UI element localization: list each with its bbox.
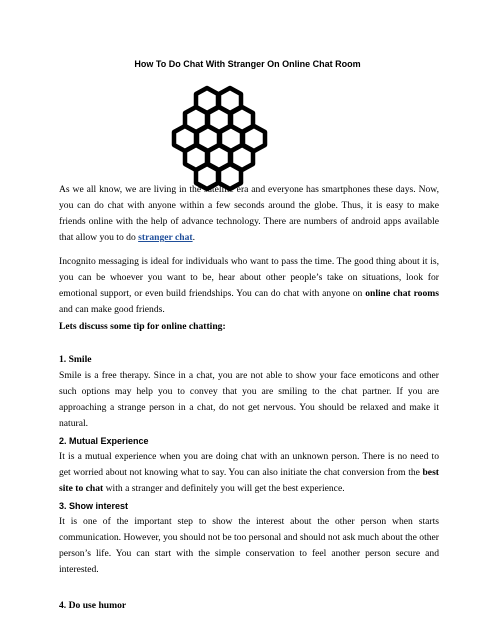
humor-heading: 4. Do use humor [59, 600, 127, 611]
interest-heading: 3. Show interest [59, 501, 129, 511]
page-title: How To Do Chat With Stranger On Online Chat Room [134, 59, 361, 69]
intro-text-end: . [192, 232, 195, 244]
incognito-text-end: and can make good friends. [59, 304, 165, 316]
tips-heading: Lets discuss some tip for online chatting: [59, 321, 226, 332]
intro-paragraph [59, 182, 439, 246]
interest-paragraph: It is one of the important step to show the interest about the other person when starts communication. However, you should not be too personal and should not ask much about the other person’s life. You can start with the simple conservation to feel another person secure and interested. [59, 516, 439, 576]
incognito-paragraph [59, 254, 439, 318]
incognito-text: Incognito messaging is ideal for individuals who want to pass the time. The good thing about it is, you can be whoever you want to be, hear about other people’s take on situations, look for emotional support, or even build friendships. You can do chat with anyone on [59, 256, 439, 300]
mutual-paragraph [59, 449, 439, 497]
mutual-text-end: with a stranger and definitely you will get the best experience. [103, 483, 345, 495]
best-site-text: best site to chat [59, 467, 439, 495]
intro-text: As we all know, we are living in the satellite era and everyone has smartphones these days. Now, you can do chat with anyone within a few seconds around the globe. Thus, it is easy to make friends online with the help of advance technology. There are numbers of android apps available that allow you to do [59, 184, 439, 244]
online-chat-rooms-text: online chat rooms [365, 288, 439, 300]
stranger-chat-link[interactable]: stranger chat [138, 232, 193, 244]
smile-paragraph: Smile is a free therapy. Since in a chat, you are not able to show your face emoticons and other such options may help you to convey that you are smiling to the chat partner. If you are approaching a strange person in a chat, do not get nervous. You should be relaxed and make it natural. [59, 370, 439, 430]
smile-heading: 1. Smile [59, 354, 92, 365]
mutual-heading: 2. Mutual Experience [59, 436, 149, 446]
honeycomb-icon [170, 84, 282, 192]
mutual-text: It is a mutual experience when you are doing chat with an unknown person. There is no need to get worried about not knowing what to say. You can also initiate the chat conversion from the [59, 451, 439, 479]
